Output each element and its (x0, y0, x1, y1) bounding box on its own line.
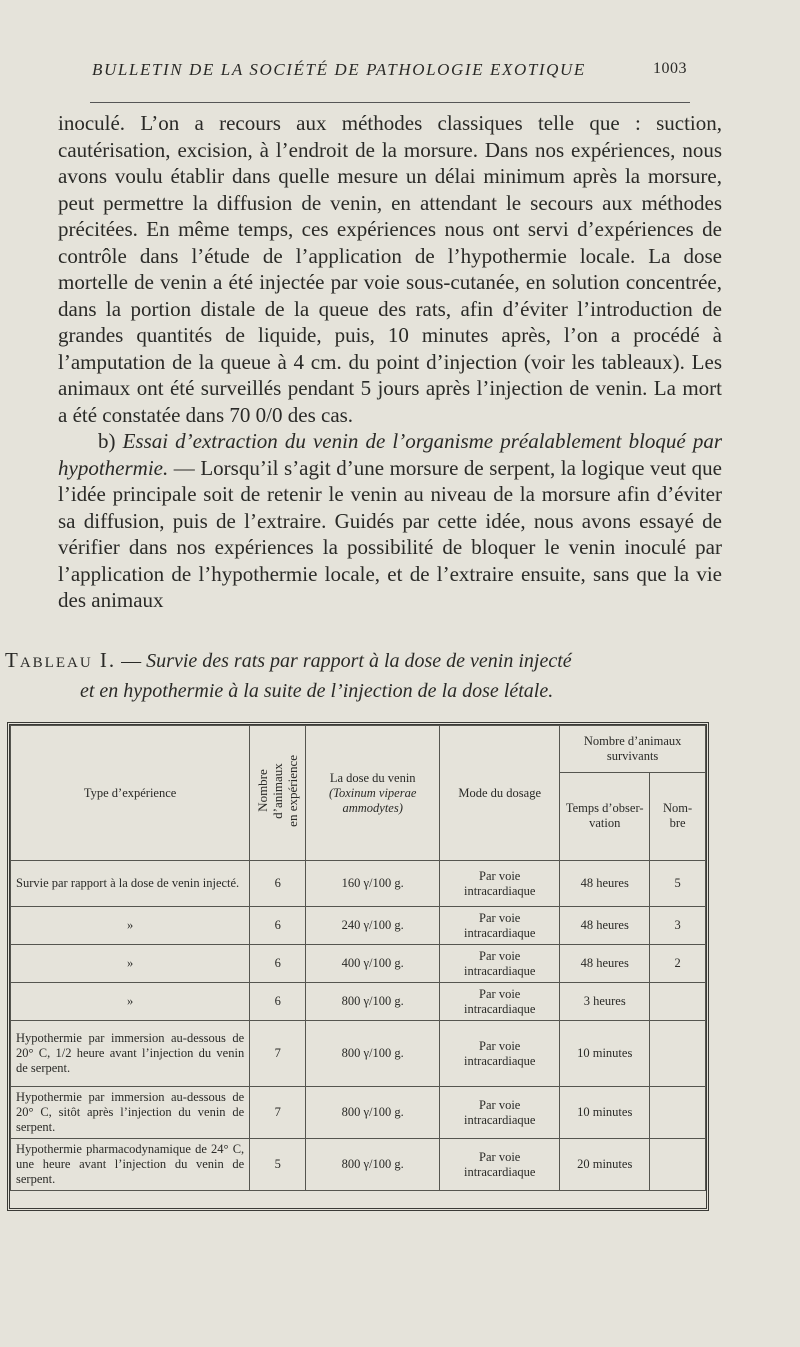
cell-type: Survie par rapport à la dose de venin injecté. (11, 861, 250, 907)
cell-type: Hypothermie par immersion au-dessous de 20° C, 1/2 heure avant l’injection du venin de serpent. (11, 1021, 250, 1087)
caption-label: Tableau I. (5, 648, 117, 672)
caption-title-1: Survie des rats par rapport à la dose de venin injecté (146, 650, 572, 672)
cell-time: 48 heures (560, 945, 650, 983)
cell-mode: Par voie intracardiaque (440, 1021, 560, 1087)
cell-mode: Par voie intracardiaque (440, 907, 560, 945)
cell-time: 10 minutes (560, 1087, 650, 1139)
paragraph-2-prefix: b) (98, 429, 123, 453)
cell-number: 5 (250, 1139, 306, 1191)
data-table (10, 725, 706, 1191)
cell-dose: 800 γ/100 g. (306, 983, 440, 1021)
table-row (11, 1021, 706, 1087)
cell-time: 48 heures (560, 861, 650, 907)
header-number (250, 726, 306, 861)
cell-survivors (650, 983, 706, 1021)
header-survivor-count: Nom-bre (650, 772, 706, 860)
cell-mode: Par voie intracardiaque (440, 945, 560, 983)
cell-number: 7 (250, 1021, 306, 1087)
cell-dose: 240 γ/100 g. (306, 907, 440, 945)
cell-survivors: 5 (650, 861, 706, 907)
cell-mode: Par voie intracardiaque (440, 1087, 560, 1139)
cell-mode: Par voie intracardiaque (440, 983, 560, 1021)
paragraph-2-heading: Essai d’extraction du venin de l’organisme préalablement bloqué par hypothermie. (58, 429, 722, 480)
paragraph-1: inoculé. L’on a recours aux méthodes classiques telle que : suction, cautérisation, excision, à l’endroit de la morsure. Dans nos expériences, nous avons voulu établir dans quelle mesure un délai minimum après la morsure, peut permettre la diffusion de venin, en attendant le secours aux méthodes précitées. En même temps, ces expériences nous ont servi d’expériences de contrôle dans l’étude de l’application de l’hypothermie locale. La dose mortelle de venin a été injectée par voie sous-cutanée, en solution concentrée, dans la portion distale de la queue des rats, afin d’éviter l’introduction de grandes quantités de liquide, puis, 10 minutes après, l’on a procédé à l’amputation de la queue à 4 cm. du point d’injection (voir les tableaux). Les animaux ont été surveillés pendant 5 jours après l’injection de venin. La mort a été constatée dans 70 0/0 des cas. (58, 111, 722, 427)
caption-title-2: et en hypothermie à la suite de l’injection de la dose létale. (80, 680, 554, 702)
cell-number: 6 (250, 983, 306, 1021)
table-row (11, 983, 706, 1021)
cell-number: 6 (250, 861, 306, 907)
cell-dose: 800 γ/100 g. (306, 1139, 440, 1191)
header-survivors: Nombre d’animaux survivants (560, 726, 706, 773)
cell-time: 10 minutes (560, 1021, 650, 1087)
table-row (11, 1139, 706, 1191)
header-rule (90, 102, 690, 103)
cell-survivors (650, 1139, 706, 1191)
cell-mode: Par voie intracardiaque (440, 1139, 560, 1191)
cell-number: 6 (250, 907, 306, 945)
header-dose (306, 726, 440, 861)
caption-dash: — (116, 650, 147, 672)
cell-survivors (650, 1087, 706, 1139)
cell-dose: 400 γ/100 g. (306, 945, 440, 983)
paragraph-2-text: — Lorsqu’il s’agit d’une morsure de serpent, la logique veut que l’idée principale soit de retenir le venin au niveau de la morsure afin d’éviter sa diffusion, puis de l’extraire. Guidés par cette idée, nous avons essayé de vérifier dans nos expériences la possibilité de bloquer le venin inoculé par l’application de l’hypothermie locale, et de l’extraire ensuite, sans que la vie des animaux (58, 455, 722, 612)
table-row (11, 907, 706, 945)
cell-dose: 800 γ/100 g. (306, 1087, 440, 1139)
cell-time: 48 heures (560, 907, 650, 945)
cell-time: 3 heures (560, 983, 650, 1021)
running-title: BULLETIN DE LA SOCIÉTÉ DE PATHOLOGIE EXOTIQUE (92, 60, 586, 79)
header-dose-line-1: La dose du venin (329, 770, 416, 785)
header-dose-line-3: ammodytes) (342, 800, 403, 815)
table-caption (5, 645, 725, 706)
cell-time: 20 minutes (560, 1139, 650, 1191)
cell-survivors (650, 1021, 706, 1087)
cell-survivors: 2 (650, 945, 706, 983)
cell-dose: 160 γ/100 g. (306, 861, 440, 907)
header-number-text: Nombre d’animaux en expérience (255, 755, 301, 827)
paragraph-2 (58, 428, 722, 614)
caption-line-1 (5, 645, 725, 676)
cell-dose: 800 γ/100 g. (306, 1021, 440, 1087)
table-row (11, 861, 706, 907)
table-row (11, 945, 706, 983)
header-mode: Mode du dosage (440, 726, 560, 861)
cell-type: Hypothermie pharmacodynamique de 24° C, une heure avant l’injection du venin de serpent. (11, 1139, 250, 1191)
header-type: Type d’expérience (11, 726, 250, 861)
cell-number: 6 (250, 945, 306, 983)
survival-table (7, 722, 709, 1211)
cell-survivors: 3 (650, 907, 706, 945)
cell-type: » (11, 983, 250, 1021)
cell-type: » (11, 907, 250, 945)
cell-number: 7 (250, 1087, 306, 1139)
running-header (92, 60, 687, 80)
cell-type: Hypothermie par immersion au-dessous de 20° C, sitôt après l’injection du venin de serpent. (11, 1087, 250, 1139)
cell-type: » (11, 945, 250, 983)
body-text (58, 110, 722, 614)
table-row (11, 1087, 706, 1139)
page-number: 1003 (653, 60, 687, 77)
header-time: Temps d’obser-vation (560, 772, 650, 860)
header-dose-line-2: (Toxinum viperae (329, 785, 417, 800)
cell-mode: Par voie intracardiaque (440, 861, 560, 907)
